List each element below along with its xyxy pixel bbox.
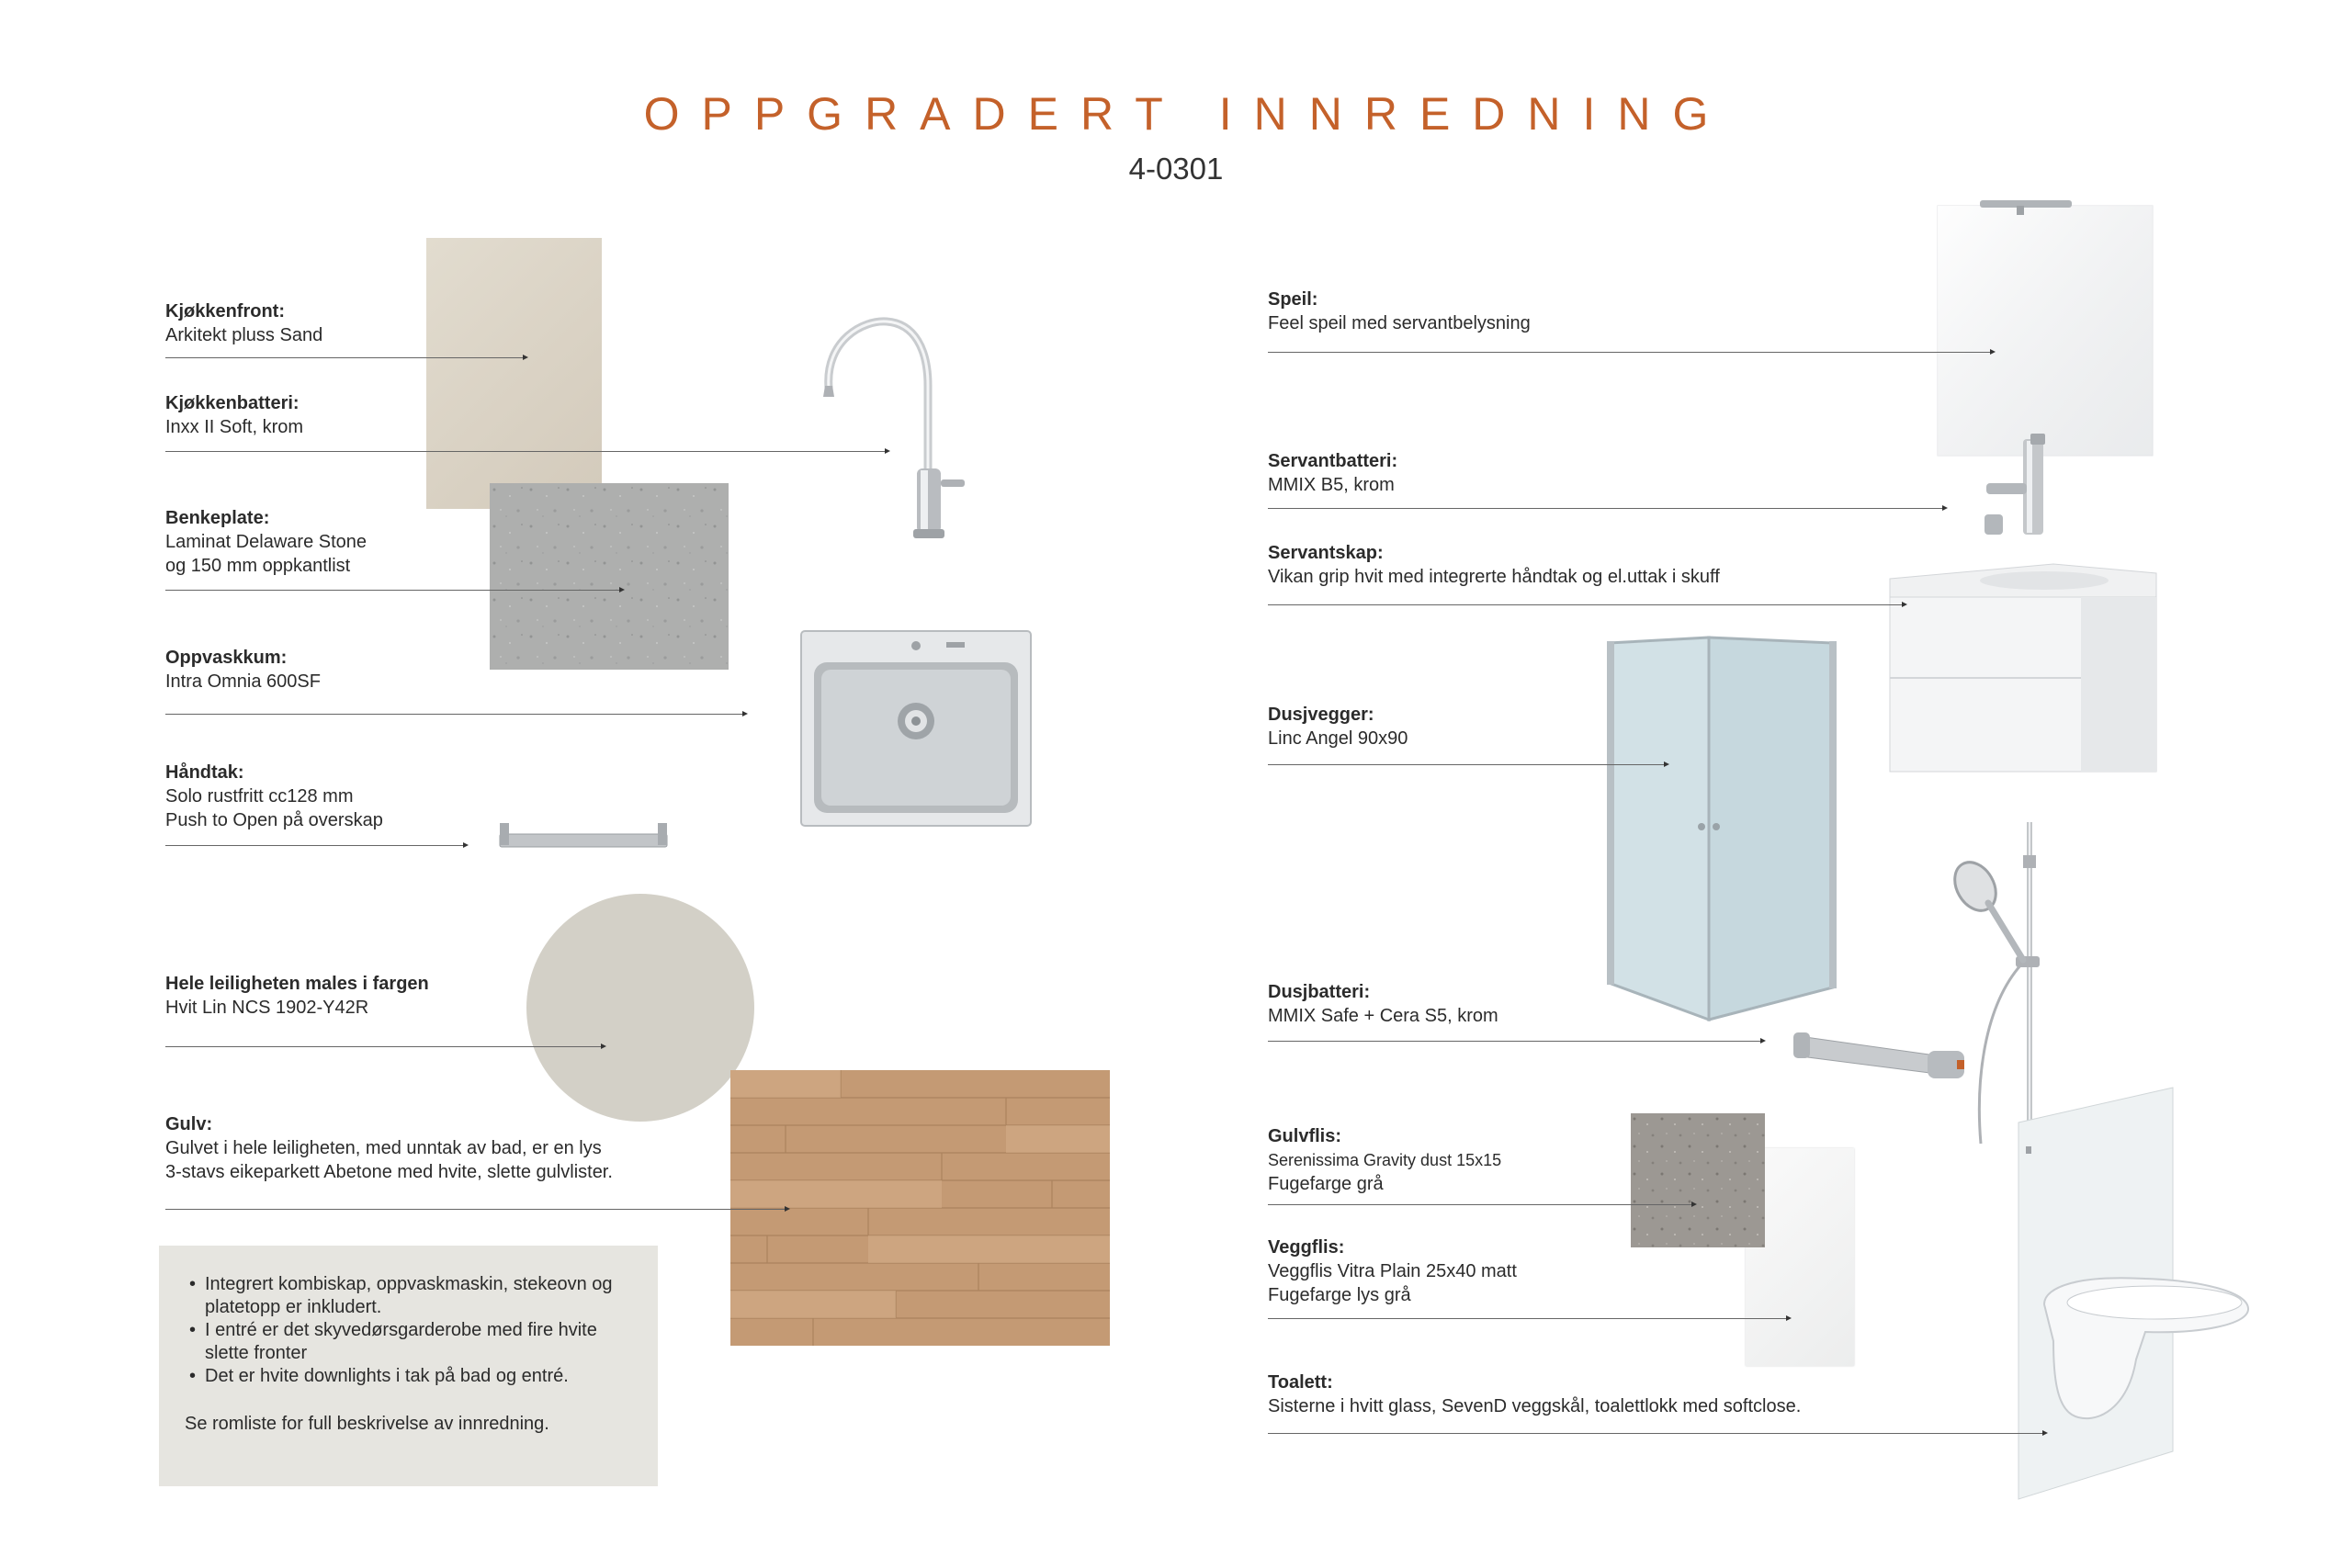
label-text: Inxx II Soft, krom — [165, 417, 304, 437]
label-kitchen-front — [165, 299, 322, 347]
label-heading: Gulv: — [165, 1114, 213, 1134]
leader-line-floor-tile — [1268, 1204, 1695, 1205]
label-heading: Oppvaskkum: — [165, 648, 288, 668]
label-wall-tile — [1268, 1235, 1517, 1307]
label-heading: Servantbatteri: — [1268, 451, 1398, 471]
notes-box — [159, 1246, 658, 1486]
mirror-image — [1934, 193, 2154, 459]
label-countertop — [165, 506, 367, 578]
leader-line-vanity — [1268, 604, 1905, 605]
label-basin-faucet — [1268, 449, 1397, 497]
label-vanity — [1268, 541, 1720, 589]
paint-color-swatch — [526, 894, 754, 1122]
label-text: Intra Omnia 600SF — [165, 671, 321, 692]
label-text: og 150 mm oppkantlist — [165, 556, 351, 576]
leader-line-kitchen-front — [165, 357, 526, 358]
label-heading: Servantskap: — [1268, 543, 1384, 563]
label-text: MMIX B5, krom — [1268, 475, 1395, 495]
label-heading: Gulvflis: — [1268, 1126, 1342, 1146]
shower-faucet-image — [1790, 1018, 1983, 1091]
label-heading: Toalett: — [1268, 1372, 1333, 1393]
leader-line-shower-walls — [1268, 764, 1668, 765]
label-text: Solo rustfritt cc128 mm — [165, 786, 354, 807]
leader-line-kitchen-faucet — [165, 451, 888, 452]
label-paint — [165, 972, 429, 1020]
label-text: Fugefarge grå — [1268, 1174, 1384, 1194]
leader-line-countertop — [165, 590, 623, 591]
leader-line-wall-tile — [1268, 1318, 1790, 1319]
leader-line-mirror — [1268, 352, 1994, 353]
label-kitchen-faucet — [165, 391, 303, 439]
basin-faucet-image — [1975, 432, 2067, 542]
list-item: • Integrert kombiskap, oppvaskmaskin, stekeovn og platetopp er inkludert. — [189, 1273, 630, 1319]
list-item: • Det er hvite downlights i tak på bad og entré. — [189, 1365, 630, 1388]
label-sink — [165, 646, 321, 694]
leader-line-floor — [165, 1209, 788, 1210]
floor-tile-swatch — [1631, 1113, 1765, 1247]
label-handle — [165, 761, 383, 832]
label-text: Vikan grip hvit med integrerte håndtak og el.uttak i skuff — [1268, 567, 1720, 587]
label-heading: Dusjbatteri: — [1268, 982, 1371, 1002]
label-text: Push to Open på overskap — [165, 810, 383, 830]
label-text: Fugefarge lys grå — [1268, 1285, 1411, 1305]
leader-line-handle — [165, 845, 467, 846]
leader-line-paint — [165, 1046, 605, 1047]
label-shower-faucet — [1268, 980, 1498, 1028]
label-heading: Hele leiligheten males i fargen — [165, 974, 429, 994]
label-text: Veggflis Vitra Plain 25x40 matt — [1268, 1261, 1517, 1281]
leader-line-basin-faucet — [1268, 508, 1946, 509]
label-floor-tile — [1268, 1124, 1501, 1196]
label-shower-walls — [1268, 703, 1408, 750]
notes-footer: Se romliste for full beskrivelse av innredning. — [185, 1414, 549, 1434]
label-text: Hvit Lin NCS 1902-Y42R — [165, 998, 369, 1018]
countertop-swatch — [490, 483, 729, 670]
label-heading: Håndtak: — [165, 762, 244, 783]
label-text: MMIX Safe + Cera S5, krom — [1268, 1006, 1498, 1026]
leader-line-toilet — [1268, 1433, 2046, 1434]
list-item: • I entré er det skyvedørsgarderobe med fire hvite slette fronter — [189, 1319, 630, 1365]
label-heading: Kjøkkenbatteri: — [165, 393, 300, 413]
kitchen-front-swatch — [426, 238, 602, 509]
label-heading: Kjøkkenfront: — [165, 301, 285, 321]
shower-walls-image — [1603, 634, 1842, 1029]
label-text: 3-stavs eikeparkett Abetone med hvite, slette gulvlister. — [165, 1162, 613, 1182]
label-text: Laminat Delaware Stone — [165, 532, 368, 552]
unit-number: 4-0301 — [1128, 152, 1224, 186]
leader-line-shower-faucet — [1268, 1041, 1764, 1042]
label-heading: Benkeplate: — [165, 508, 270, 528]
label-toilet — [1268, 1371, 1801, 1418]
kitchen-faucet-image — [818, 312, 983, 551]
label-heading: Veggflis: — [1268, 1237, 1345, 1258]
label-heading: Dusjvegger: — [1268, 705, 1374, 725]
toilet-image — [2017, 1084, 2256, 1502]
label-text: Sisterne i hvitt glass, SevenD veggskål, toalettlokk med softclose. — [1268, 1396, 1802, 1416]
notes-list — [189, 1273, 630, 1388]
label-text: Linc Angel 90x90 — [1268, 728, 1408, 749]
label-text: Arkitekt pluss Sand — [165, 325, 323, 345]
handle-image — [496, 818, 671, 854]
leader-line-sink — [165, 714, 746, 715]
vanity-image — [1888, 560, 2159, 776]
label-text: Gulvet i hele leiligheten, med unntak av bad, er en lys — [165, 1138, 602, 1158]
label-text: Serenissima Gravity dust 15x15 — [1268, 1151, 1502, 1169]
page-title: OPPGRADERT INNREDNING — [643, 88, 1731, 140]
label-heading: Speil: — [1268, 289, 1318, 310]
label-floor — [165, 1112, 613, 1184]
label-mirror — [1268, 288, 1531, 335]
label-text: Feel speil med servantbelysning — [1268, 313, 1531, 333]
sink-image — [799, 629, 1033, 828]
